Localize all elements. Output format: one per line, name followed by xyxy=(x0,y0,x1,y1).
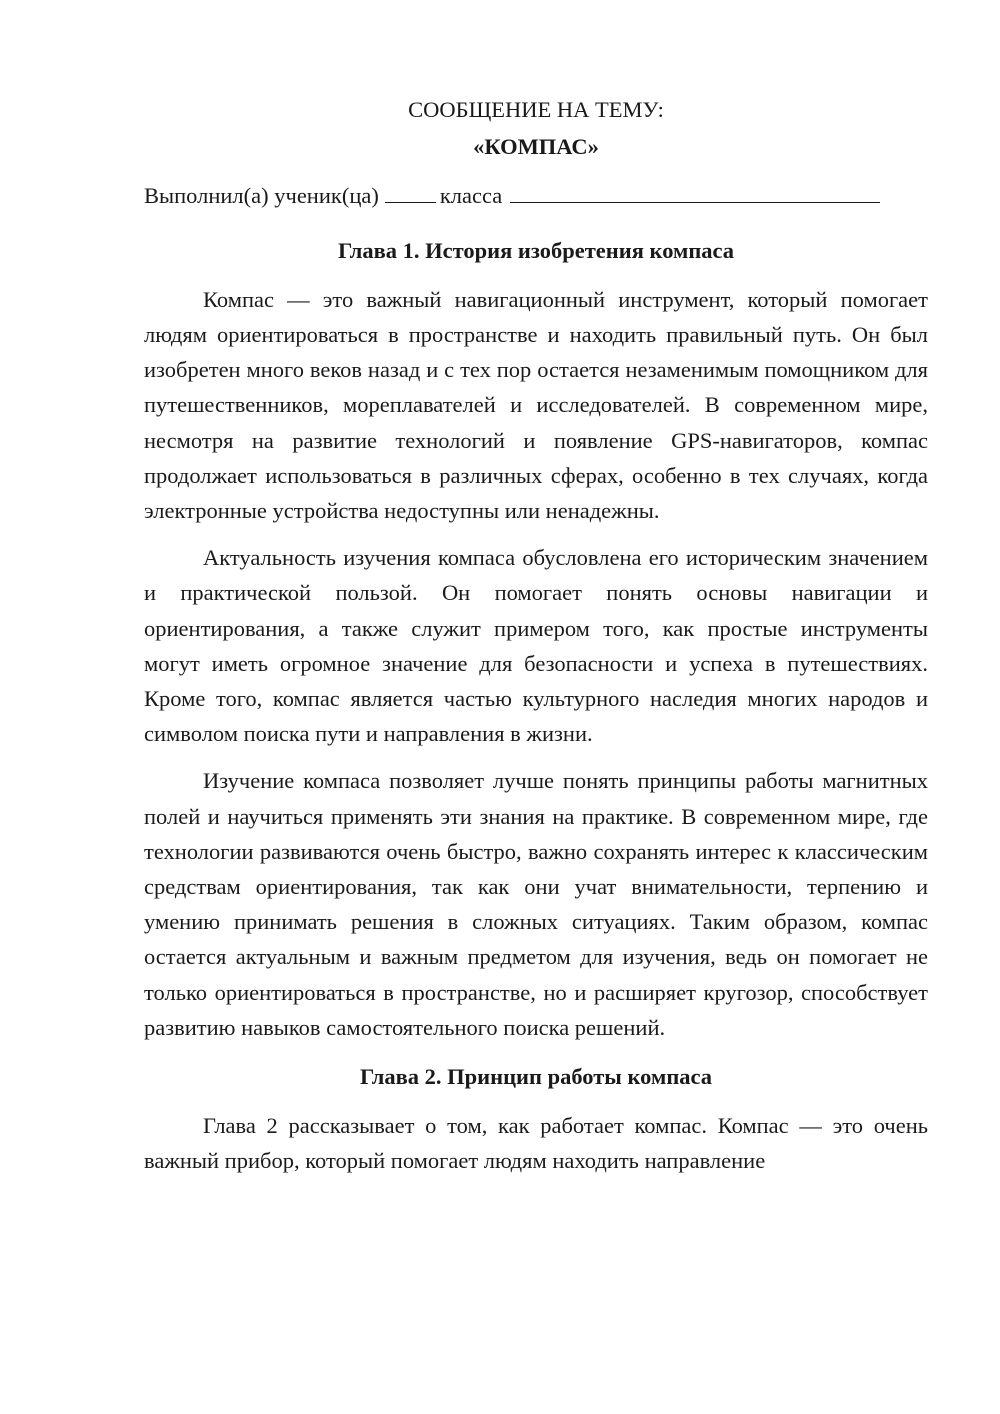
document-page xyxy=(144,92,928,1179)
document-title-line-2: «КОМПАС» xyxy=(473,134,599,160)
name-blank xyxy=(510,184,880,203)
author-prefix: Выполнил(а) ученик(ца) xyxy=(144,183,379,209)
grade-blank xyxy=(385,184,436,203)
chapter-1-paragraph-3: Изучение компаса позволяет лучше понять принципы работы магнитных полей и научиться применять эти знания на практике. В современном мире, где технологии развиваются очень быстро, важно сохранять интерес к классическим средствам ориентирования, так как они учат внимательности, терпению и умению принимать решения в сложных ситуациях. Таким образом, компас остается актуальным и важным предметом для изучения, ведь он помогает не только ориентироваться в пространстве, но и расширяет кругозор, способствует развитию навыков самостоятельного поиска решений. xyxy=(144,768,928,1040)
chapter-2-heading: Глава 2. Принцип работы компаса xyxy=(359,1064,713,1090)
chapter-1-paragraph-1: Компас — это важный навигационный инструмент, который помогает людям ориентироваться в пространстве и находить правильный путь. Он был изобретен много веков назад и с тех пор остается незаменимым помощником для путешественников, мореплавателей и исследователей. В современном мире, несмотря на развитие технологий и появление GPS-навигаторов, компас продолжает использоваться в различных сферах, особенно в тех случаях, когда электронные устройства недоступны или ненадежны. xyxy=(144,286,928,524)
chapter-1-heading: Глава 1. История изобретения компаса xyxy=(337,237,735,263)
document-title-line-1: СООБЩЕНИЕ НА ТЕМУ: xyxy=(408,97,664,122)
chapter-1-paragraph-2: Актуальность изучения компаса обусловлена его историческим значением и практической пользой. Он помогает понять основы навигации и ориентирования, а также служит примером того, как простые инструменты могут иметь огромное значение для безопасности и успеха в путешествиях. Кроме того, компас является частью культурного наследия многих народов и символом поиска пути и направления в жизни. xyxy=(144,545,928,747)
author-line xyxy=(144,178,928,213)
author-class-word: класса xyxy=(439,183,503,209)
chapter-2-paragraph-1: Глава 2 рассказывает о том, как работает компас. Компас — это очень важный прибор, который помогает людям находить направление xyxy=(144,1113,928,1174)
